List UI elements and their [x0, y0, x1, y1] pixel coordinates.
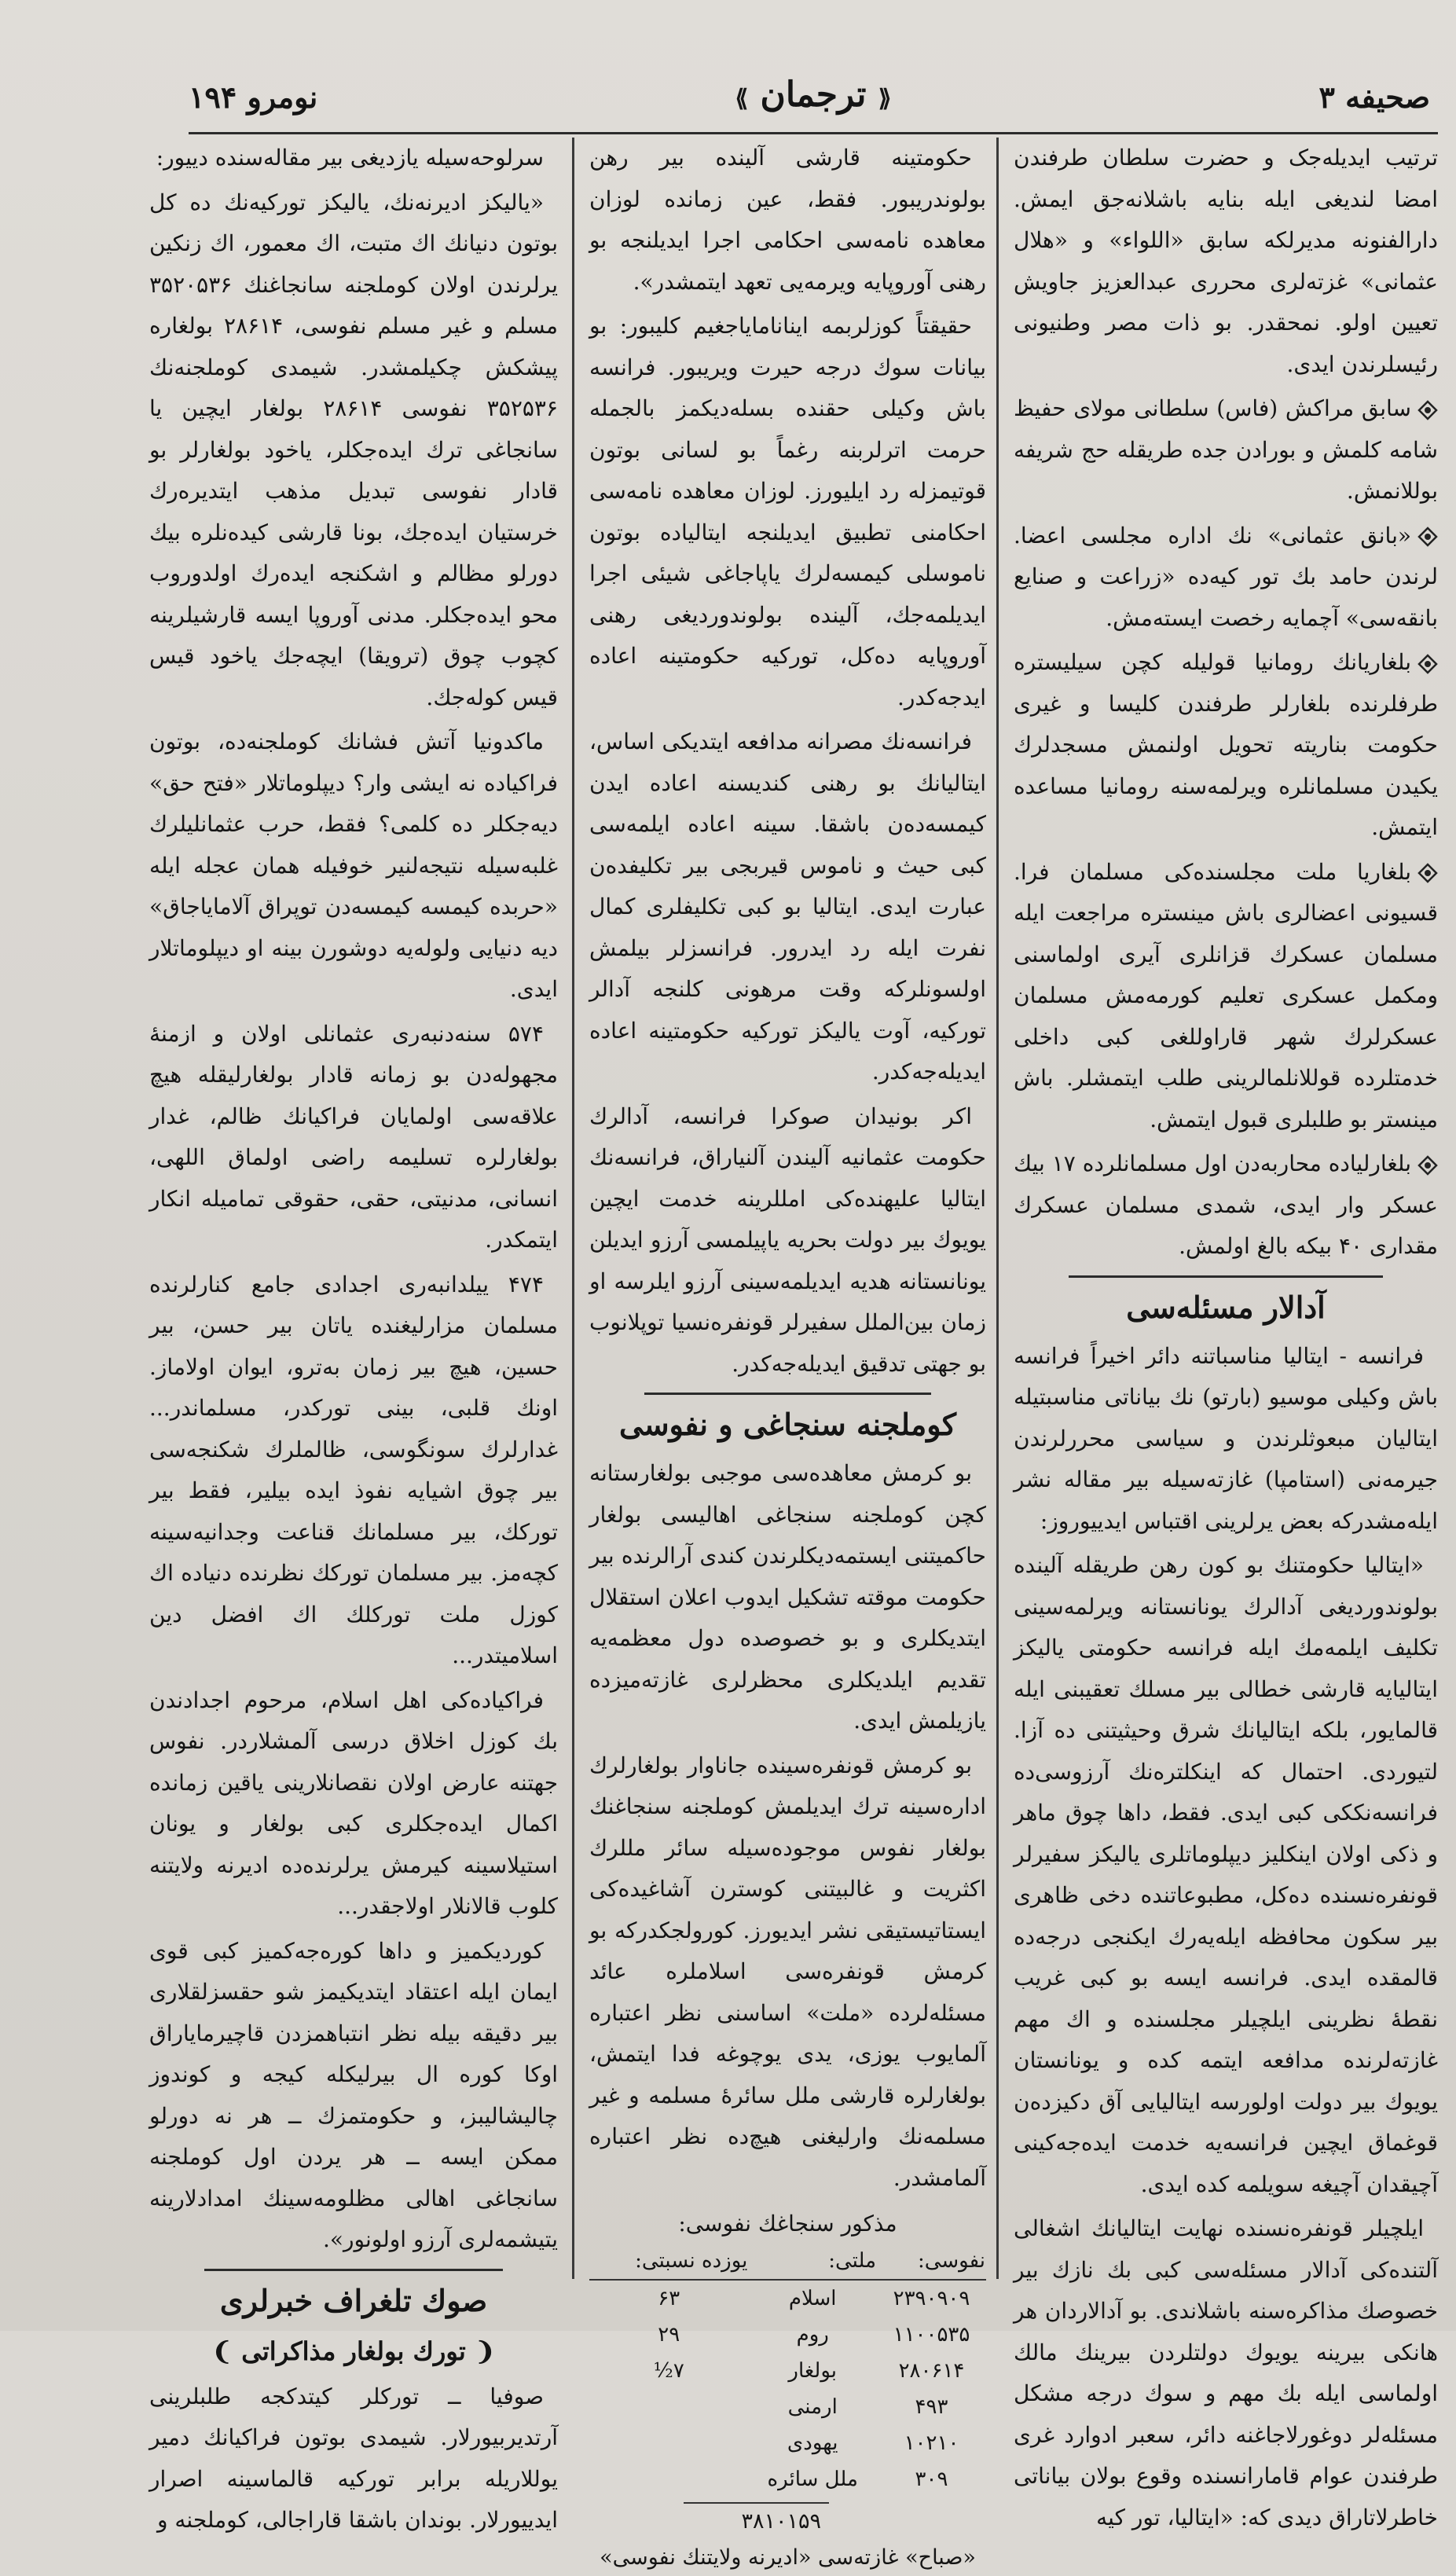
table-cell: یهودی	[787, 2431, 838, 2455]
table-cell: ۲۹	[658, 2323, 680, 2347]
column-right	[1014, 138, 1438, 2530]
table-row	[589, 2280, 986, 2317]
column-header: یوزده نسبتی:	[589, 2243, 748, 2280]
column-header: نفوسی:	[877, 2243, 986, 2280]
column-left	[149, 138, 558, 2533]
bracket-ornament-icon: ❨	[465, 2336, 496, 2366]
paragraph: بو کرمش قونفره‌سینده جاناوار بولغارلرك اداره‌سینه ترك ایدیلمش کوملجنه سنجاغنك بولغار نفوس موجوده‌سیله سائر مللرك اکثریت و غالبیتنی کوسترن آشاغیده‌کی ایستاتیستیقی نشر ایدیورز. کورولجکدرکه بو کرمش قونفره‌سی اسلاملره عائد مسئله‌لرده «ملت» اساسنی نظر اعتباره آلمایوب یوزی، یدی یوچوغه فدا ایتمش، بولغارلره قارشی ملل سائرهٔ مسلمه و غیر مسلمه‌نك وارلیغنی هیچ‌ده نظر اعتباره آلمامشدر.	[589, 1752, 986, 2191]
masthead	[735, 75, 892, 115]
table-row	[589, 2461, 986, 2497]
header-rule	[189, 132, 1438, 134]
newspaper-name: ترجمان	[760, 75, 867, 115]
section-rule	[204, 2269, 503, 2271]
paragraph: ۵۷۴ سنه‌دنبه‌ری عثمانلی اولان و ازمنهٔ مجهوله‌دن بو زمانه قادار بولغارلیقله هیچ علاقه‌سی اولمایان فراکیانك ظالم، غدار بولغارلره تسلیمه راضی اولماق اللهی، انسانی، مدنیتی، حقی، حقوقی تمامیله انکار ایتمکدر.	[149, 1020, 558, 1253]
table-cell: ارمنی	[787, 2395, 838, 2419]
paragraph: سرلوحه‌سیله یازدیغی بیر مقاله‌سنده دییور:	[156, 145, 544, 171]
paragraph: صوفیا ــ تورکلر کیتدکجه طلبلرینی آرتدیربیورلار. شیمدی بوتون فراکیانك دمیر یوللاریله برابر تورکیه قالماسینه اصرار ایدییورلار. بوندان باشقا قاراجالی، کوملجنه و	[149, 2383, 558, 2533]
page-number-label: صحیفه ۳	[1318, 79, 1430, 115]
ornament-right-icon: ⟪	[878, 85, 892, 112]
paragraph: فراکیاده‌کی اهل اسلام، مرحوم اجدادندن بك کوزل اخلاق درسی آلمشلاردر. نفوس جهتنه عارض اولان نقصانلارینی یاقین زمانده اکمال ایده‌جکلری کبی بولغار و یونان استیلاسینه کیرمش یرلرنده‌ده ادیرنه ولایتنه کلوب قالانلار اولاجقدر...	[149, 1686, 558, 1919]
table-cell: ۱۰۲۱۰	[904, 2431, 959, 2455]
paragraph: بلغاریا ملت مجلسنده‌کی مسلمان فرا. قسیونی اعضالری باش مینستره مراجعت ایله مسلمان عسکرك قزانلری آیری اولماسنی ومکمل عسکری تعلیم کورمه‌مش مسلمان عسکرلرك شهر قاراوللغی کبی داخلی خدمتلرده قوللانلمالرینی طلب ایتمشلر. باش مینستر بو طلبلری قبول ایتمش.	[1014, 858, 1438, 1132]
table-cell	[589, 2389, 748, 2425]
paragraph: «بانق عثمانی» نك اداره مجلسی اعضا. لرندن حامد بك تور کیه‌ده «زراعت و صنایع بانقه‌سی» آچمایه رخصت ایسته‌مش.	[1014, 522, 1438, 631]
table-cell	[589, 2425, 748, 2461]
news-item	[1014, 388, 1438, 512]
paragraph: فرانسه‌نك مصرانه مدافعه ایتدیکی اساس، ایتالیانك بو رهنی کندیسنه اعاده ایدن کیمسه‌ده‌ن باشقا. سینه اعاده ایلمه‌سی کبی حیث و ناموس قیربجی بیر تکلیفده‌ن عبارت ایدی. ایتالیا بو کبی تکلیفلری کمال نفرت ایله رد ایدرور. فرانسزلر بیلمش اولسونلرکه وقت مرهونی کلنجه آدالر تورکیه، آوت یالیکز تورکیه حکومتینه اعاده ایدیله‌جه‌کدر.	[589, 728, 986, 1084]
news-item	[1014, 642, 1438, 849]
table-cell: روم	[796, 2323, 829, 2347]
section-heading: صوك تلغراف خبرلری	[219, 2282, 488, 2318]
paragraph: ایلچیلر قونفره‌نسنده نهایت ایتالیانك اشغالی آلتنده‌کی آدالار مسئله‌سی کبی بك نازك بیر خصوصك مذاکره‌سنه باشلاندی. بو آدالاردان هر هانکی بیرینه یویوك دولتلردن بیرینك مالك اولماسی ایله بك مهم و سوك درجه مشکل مسئله‌لر دوغورلاجاغنه دائر، سعبر ادوارد غری طرفندن عوام قامارانسنده وقوع بولان بیاناتی خاطرلاتاراق دیدی که: «ایتالیا، تور کیه	[1014, 2215, 1438, 2530]
bracket-ornament-icon: ❩	[211, 2336, 242, 2366]
table-cell: ۱۱۰۰۵۳۵	[893, 2323, 970, 2347]
column-divider	[572, 138, 574, 2279]
paragraph: ۴۷۴ ییلدانبه‌ری اجدادی جامع کنارلرنده مسلمان مزارلیغنده یاتان بیر حسن، بیر حسین، هیچ بیر زمان به‌ترو، ایوان اولاماز. اونك قلبی، بینی تورکدر، مسلماندر... غدارلرك سونگوسی، ظالملرك شکنجه‌سی بیر چوق اشیایه نفوذ ایده بیلیر، فقط بیر تورکك، بیر مسلمانك قناعت وجدانیه‌سینه کچه‌مز. بیر مسلمان تورکك نظرنده دنیاده اك کوزل ملت تورکلك اك افضل دین اسلامیتدر...	[149, 1271, 558, 1668]
table-cell: ۲۸۰۶۱۴	[898, 2359, 965, 2383]
page-header	[181, 75, 1446, 130]
table-cell	[589, 2461, 748, 2497]
paragraph: ترتیب ایدیله‌جک و حضرت سلطان طرفندن امضا لندیغی ایله بنایه باشلانه‌جق ایمش. دارالفنونه مدیرلکه سابق «اللواء» و «هلال عثمانی» غزته‌لری محرری عبدالعزیز جاویش تعیین اولو. نمحقدر. بو ذات مصر وطنیونی رئیسلرندن ایدی.	[1014, 145, 1438, 377]
news-bullet-icon	[1417, 863, 1438, 883]
news-bullet-icon	[1417, 1155, 1438, 1176]
table-cell: ۲۳۹۰۹۰۹	[893, 2287, 970, 2310]
paragraph: کوردیکمیز و داها کوره‌جه‌کمیز کبی قوی ایمان ایله اعتقاد ایتدیکیمز شو حقسزلقلاری بیر دقیقه بیله نظر انتباهمزدن قاچیرمایاراق اوکا کوره ال بیرلیکله کیجه و کوندوز چالیشالیبز، و حکومتمزك ــ هر نه دورلو ممکن ایسه ــ هر یردن اول کوملجنه سانجاغی اهالی مظلومه‌سینك امدادلارینه یتیشمه‌لری آرزو اولونور».	[149, 1937, 558, 2252]
paragraph: فرانسه - ایتالیا مناسباتنه دائر اخیراً فرانسه باش وکیلی موسیو (بارتو) نك بیاناتی مناسبتیله ایتالیان مبعوثلرندن و سیاسی محررلرندن جیرمه‌نی (استامپا) غازته‌سیله بیر مقاله نشر ایله‌مشدرکه بعض یرلرینی اقتباس ایدییوروز:	[1014, 1342, 1438, 1534]
paragraph: بلغارلیاده محاربه‌دن اول مسلمانلرده ۱۷ بیك عسکر وار ایدی، شمدی مسلمان عسکرك مقداری ۴۰ بیکه بالغ اولمش.	[1014, 1150, 1438, 1259]
table-cell: ۷½	[653, 2359, 684, 2383]
population-table	[589, 2243, 986, 2497]
table-title: مذکور سنجاغك نفوسی:	[678, 2211, 897, 2237]
ornament-left-icon: ⟫	[735, 85, 749, 112]
table-row	[589, 2425, 986, 2461]
table-total: ۳۸۱۰۱۵۹	[684, 2502, 829, 2540]
table-cell: ۳۰۹	[915, 2468, 948, 2491]
news-bullet-icon	[1417, 527, 1438, 547]
subsection-heading	[149, 2329, 558, 2373]
table-row	[589, 2317, 986, 2353]
paragraph: «ایتالیا حکومتنك بو کون رهن طریقله آلینده بولوندوردیغی آدالرك یونانستانه ویرلمه‌سینی تکلیف ایلمه‌مك ایله فرانسه حکومتی یالیکز ایتالیایه قارشی خطالی بیر مسلك تعقیبنی ایله قالمایور، بلکه ایتالیانك شرق وحیثیتنی ده آزا. لتیوردی. احتمال که اینکلتره‌نك آرزوسی‌ده فرانسه‌نککی کبی ایدی. فقط، داها چوق ماهر و ذکی اولان اینکلیز دیپلوماتلری یالیکز سفیرلر قونفره‌نسنده ده‌کل، مطبوعاتنده دخی ظاهری بیر سکون محافظه ایله‌یه‌رك ایکنجی درجه‌ده قالمقده ایدی. فرانسه ایسه بو کبی غریب نقطهٔ نظرینی ایلچیلر مجلسنده و اك مهم غازته‌لرنده مدافعه ایتمه کده و یونانستان یویوك بیر دولت اولورسه ایتالیایی آق دکیزده‌ن قوغماق ایچین فرانسه‌یه خدمت ایده‌جه‌کینی آچیقدان آچیغه سویلمه کده ایدی.	[1014, 1552, 1438, 2197]
paragraph: «یالیکز ادیرنه‌نك، یالیکز تورکیه‌نك ده کل بوتون دنیانك اك متبت، اك معمور، اك زنکین یرلرندن اولان کوملجنه سانجاغنك ۳۵۲۰۵۳۶ مسلم و غیر مسلم نفوسی، ۲۸۶۱۴ بولغاره پیشکش چکیلمشدر. شیمدی کوملجنه‌نك ۳۵۲۵۳۶ نفوسی ۲۸۶۱۴ بولغار ایچین یا سانجاغی ترك ایده‌جکلر، یاخود بولغارلر بو قادار نفوسی تبدیل مذهب ایتدیره‌رك خرستیان ایده‌جك، بونا قارشی کیده‌نلره بیك دورلو مظالم و اشکنجه ایده‌رك اولدوروب محو ایده‌جکلر. مدنی آوروپا ایسه قارشیلرینه کچوب چوق (ترویقا) ایچه‌جك یاخود قیس قیس کوله‌جك.	[149, 189, 558, 710]
table-cell: بولغار	[788, 2359, 838, 2383]
news-item	[1014, 1143, 1438, 1268]
table-row	[589, 2353, 986, 2389]
column-divider	[996, 138, 999, 2279]
table-cell: ملل سائره	[767, 2468, 858, 2491]
table-cell: ۶۳	[658, 2287, 680, 2310]
news-bullet-icon	[1417, 400, 1438, 420]
table-cell: اسلام	[788, 2287, 837, 2310]
table-cell: ۴۹۳	[915, 2395, 948, 2419]
news-bullet-icon	[1417, 654, 1438, 674]
subsection-title: تورك بولغار مذاکراتی	[241, 2336, 466, 2366]
section-rule	[644, 1393, 931, 1395]
issue-number-label: نومرو ۱۹۴	[189, 79, 318, 115]
paragraph: سابق مراکش (فاس) سلطانی مولای حفیظ شامه کلمش و بورادن جده طریقله حج شریفه بوللانمش.	[1014, 395, 1438, 504]
paragraph: ماکدونیا آتش فشانك کوملجنه‌ده، بوتون فراکیاده نه ایشی وار؟ دیپلوماتلار «فتح حق» دیه‌جکلر ده کلمی؟ فقط، حرب عثمانلیلرك غلبه‌سیله نتیجه‌لنیر خوفیله همان عجله ایله «حربده کیمسه کیمسه‌دن توپراق آلامایاجاق» دیه دنیایی ولوله‌یه دوشورن بینه او دیپلوماتلار ایدی.	[149, 728, 558, 1002]
paragraph: بو کرمش معاهده‌سی موجبی بولغارستانه کچن کوملجنه سنجاغی اهالیسی بولغار حاکمیتنی ایستمه‌دیکلرندن کندی آرالرنده بیر حکومت موقته تشکیل ایدوب اعلان استقلال ایتدیکلری و بو خصوصده دول معظمه‌یه تقدیم ایلدیکلری محظرلری غازته‌میزده یازیلمش ایدی.	[589, 1460, 986, 1734]
table-row	[589, 2389, 986, 2425]
section-rule	[1069, 1275, 1383, 1278]
table-header-row	[589, 2243, 986, 2280]
paragraph: حقیقتاً کوزلربمه اینانامایاجغیم کلیبور: بو بیانات سوك درجه حیرت ویریبور. فرانسه باش وکیلی حقنده بسله‌دیکمز بالجمله حرمت اترلربنه رغماً بو لسانی بوتون قوتیمزله رد ایلیورز. لوزان معاهده نامه‌سی احکامنی تطبیق ایدیلنجه ایتالیاده بوتون ناموسلی کیمسه‌لرك یاپاجاغی شیئی اجرا ایدیلمه‌جك، آلینده بولوندوردیغی رهنی آوروپایه ده‌کل، تورکیه حکومتینه اعاده ایدجه‌کدر.	[589, 313, 986, 710]
paragraph: اکر بونیدان صوکرا فرانسه، آدالرك حکومت عثمانیه آلیندن آلنیاراق، فرانسه‌نك ایتالیا علیهنده‌کی امللرینه خدمت ایچین یویوك بیر دولت بحریه یاپیلمسی آرزو ایدیلن یونانستانه هدیه ایدیلمه‌سینی آرزو ایلرسه او زمان بین‌الملل سفیرلر قونفره‌نسیا توپلانوب بو جهتی تدقیق ایدیله‌جه‌کدر.	[589, 1103, 986, 1377]
news-item	[1014, 516, 1438, 640]
news-item	[1014, 852, 1438, 1141]
column-header: ملتی:	[748, 2243, 877, 2280]
column-middle	[589, 138, 986, 2570]
source-note: «صباح» غازته‌سی «ادیرنه ولایتنك نفوسی»	[600, 2545, 976, 2570]
section-heading: آدالار مسئله‌سی	[1126, 1289, 1326, 1325]
paragraph: بلغاریانك رومانیا قولیله کچن سیلیستره طرفلرنده بلغارلر طرفندن کلیسا و غیری حکومت بناریته تحویل اولنمش مسجدلرك یکیدن مسلمانلره ویرلمه‌سنه رومانیا مساعده ایتمش.	[1014, 649, 1438, 840]
section-heading: کوملجنه سنجاغی و نفوسی	[619, 1407, 956, 1442]
paragraph: حکومتینه قارشی آلینده بیر رهن بولوندریبور. فقط، عین زمانده لوزان معاهده نامه‌سی احکامی اجرا ایدیلنجه بو رهنی آوروپایه ویرمه‌یی تعهد ایتمشدر».	[589, 145, 986, 295]
